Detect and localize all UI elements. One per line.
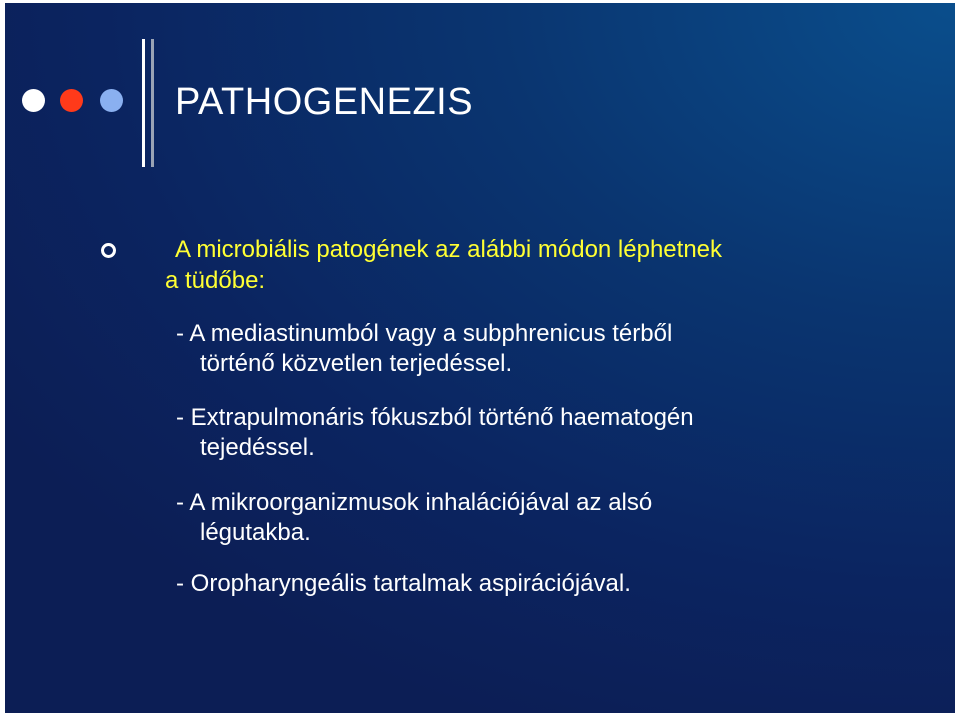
blue-dot-icon [100, 89, 123, 112]
list-item [176, 569, 856, 599]
list-item-line-1: - A mikroorganizmusok inhalációjával az alsó [176, 489, 653, 516]
list-item-line-2: légutakba. [200, 519, 311, 546]
white-dot-icon [22, 89, 45, 112]
list-item [176, 319, 856, 379]
ring-bullet-icon [101, 243, 116, 258]
slide-title: PATHOGENEZIS [175, 81, 474, 123]
list-item-line-1: - Oropharyngeális tartalmak aspirációjával. [176, 570, 631, 597]
list-item-line-1: - A mediastinumból vagy a subphrenicus térből [176, 320, 673, 347]
list-item [176, 488, 856, 548]
red-dot-icon [60, 89, 83, 112]
divider-line-gray [151, 39, 154, 167]
list-item [176, 403, 856, 463]
slide [5, 3, 955, 713]
list-item-line-2: történő közvetlen terjedéssel. [200, 350, 513, 377]
list-item-line-1: - Extrapulmonáris fókuszból történő haematogén [176, 404, 694, 431]
list-item-line-2: tejedéssel. [200, 434, 315, 461]
intro-line-1: A microbiális patogének az alábbi módon léphetnek [175, 236, 723, 263]
divider-line-white [142, 39, 145, 167]
intro-line-2: a tüdőbe: [165, 267, 266, 294]
intro-text [165, 234, 865, 296]
